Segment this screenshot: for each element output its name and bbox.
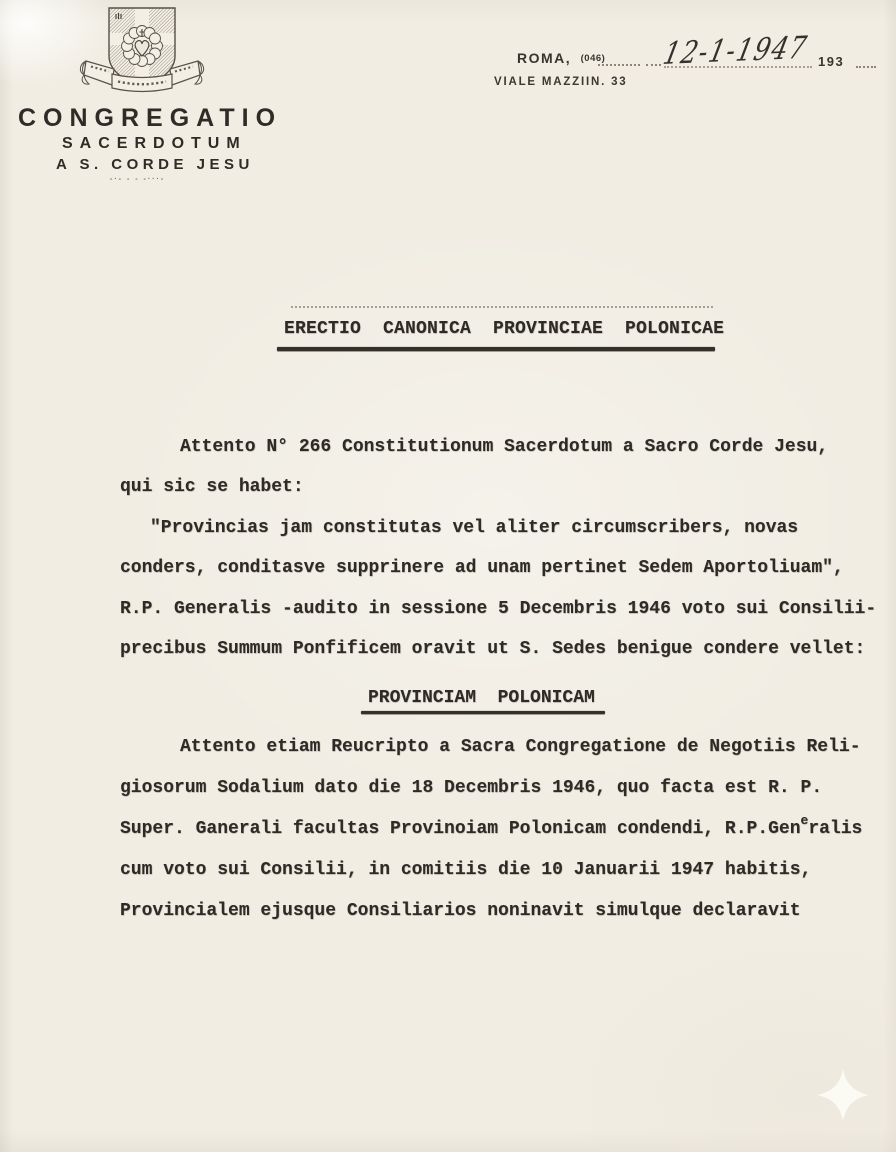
section-subheading: PROVINCIAM POLONICAM xyxy=(368,688,595,708)
title-overline-dashes xyxy=(291,306,713,308)
city-code: (046) xyxy=(580,53,606,64)
address-line: VIALE MAZZIIN. 33 xyxy=(494,76,628,88)
dotted-leader xyxy=(598,64,640,66)
city-label: ROMA, xyxy=(517,50,572,66)
city-line xyxy=(517,50,605,68)
document-line: qui sic se habet: xyxy=(120,477,304,497)
dotted-leader xyxy=(646,64,661,66)
document-title: ERECTIO CANONICA PROVINCIAE POLONICAE xyxy=(284,319,725,339)
dotted-leader xyxy=(856,66,876,68)
document-line: Attento N° 266 Constitutionum Sacerdotum a Sacro Corde Jesu, xyxy=(180,437,829,457)
document-line: conders, conditasve supprinere ad unam pertinet Sedem Aportoliuam", xyxy=(120,558,844,578)
document-line xyxy=(120,813,863,841)
printed-year-stub: 193 xyxy=(818,54,845,69)
document-line: Provincialem ejusque Consiliarios noninavit simulque declaravit xyxy=(120,901,801,921)
document-line: giosorum Sodalium dato die 18 Decembris 1946, quo facta est R. P. xyxy=(120,778,823,798)
letterhead-small-print: -·- - - -···- xyxy=(110,176,166,183)
line-segment: Super. Ganerali facultas Provinoiam Polonicam condendi, R.P.Gen xyxy=(120,819,801,839)
congregation-coat-of-arms-emblem xyxy=(76,4,208,104)
document-line: Attento etiam Reucripto a Sacra Congregatione de Negotiis Reli- xyxy=(180,737,861,757)
subheading-underline xyxy=(361,711,605,714)
document-line: cum voto sui Consilii, in comitiis die 10 Januarii 1947 habitis, xyxy=(120,860,812,880)
congregation-subname: SACERDOTUM xyxy=(62,135,247,152)
document-line: R.P. Generalis -audito in sessione 5 Decembris 1946 voto sui Consilii- xyxy=(120,599,877,619)
document-line: precibus Summum Ponfificem oravit ut S. Sedes benigue condere vellet: xyxy=(120,639,866,659)
congregation-subname-2: A S. CORDE JESU xyxy=(56,156,254,173)
scan-artifact-star xyxy=(816,1068,870,1122)
congregation-name: CONGREGATIO xyxy=(18,104,283,132)
document-line: "Provincias jam constitutas vel aliter circumscribers, novas xyxy=(150,518,799,538)
handwritten-date: 12-1-1947 xyxy=(660,29,812,72)
typed-correction-superscript: e xyxy=(800,813,809,828)
line-segment: ralis xyxy=(808,819,863,839)
title-underline xyxy=(277,347,715,351)
